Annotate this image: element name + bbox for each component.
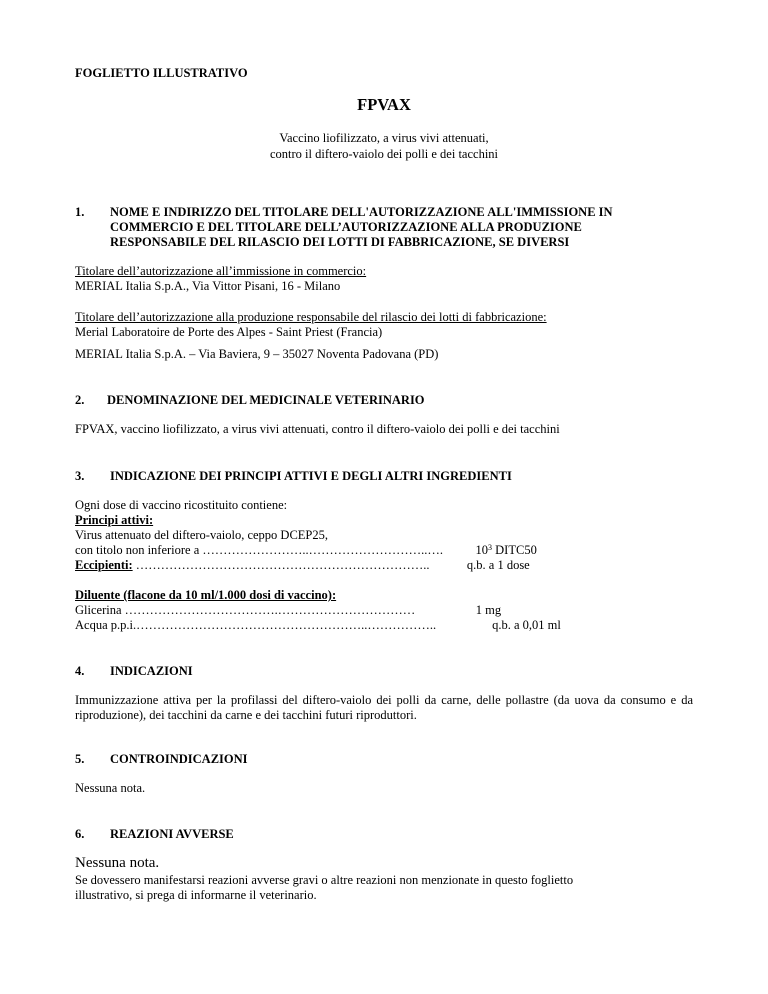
active-ingredient-line-1: Virus attenuato del diftero-vaiolo, ceppo DCEP25, [75, 528, 329, 542]
section-1-number: 1. [75, 205, 85, 219]
leader-dots: ……………………..………………………..…. [202, 543, 444, 557]
section-2-number: 2. [75, 393, 85, 407]
active-ingredient-line-2 [75, 543, 537, 558]
water-line [75, 618, 561, 633]
section-6-text-large: Nessuna nota. [75, 855, 160, 871]
section-6-text-line-1: Se dovessero manifestarsi reazioni avverse gravi o altre reazioni non menzionate in questo foglietto [75, 873, 574, 887]
section-3-title: INDICAZIONE DEI PRINCIPI ATTIVI E DEGLI ALTRI INGREDIENTI [110, 469, 512, 483]
section-1-title-line-2: COMMERCIO E DEL TITOLARE DELL’AUTORIZZAZIONE ALLA PRODUZIONE [110, 220, 582, 234]
document-label: FOGLIETTO ILLUSTRATIVO [75, 66, 248, 80]
excipients-label: Eccipienti: [75, 558, 133, 572]
section-1-title-line-3: RESPONSABILE DEL RILASCIO DEI LOTTI DI FABBRICAZIONE, SE DIVERSI [110, 235, 570, 249]
dose-intro: Ogni dose di vaccino ricostituito contiene: [75, 498, 288, 512]
subtitle-line-2: contro il diftero-vaiolo dei polli e dei tacchini [269, 147, 499, 161]
section-6-text-line-2: illustrativo, si prega di informarne il veterinario. [75, 888, 317, 902]
section-6-number: 6. [75, 827, 85, 841]
active-ingredients-label: Principi attivi: [75, 513, 154, 527]
manufacturer-value-2: MERIAL Italia S.p.A. – Via Baviera, 9 – 35027 Noventa Padovana (PD) [75, 347, 439, 361]
glycerin-label: Glicerina [75, 603, 122, 617]
glycerin-value: 1 mg [475, 603, 502, 617]
water-value: q.b. a 0,01 ml [492, 618, 561, 632]
glycerin-line [75, 603, 501, 618]
manufacturer-value: Merial Laboratoire de Porte des Alpes - Saint Priest (Francia) [75, 325, 383, 339]
leader-dots: ………………………………………………..…………….. [136, 618, 437, 632]
active-ingredient-text: con titolo non inferiore a [75, 543, 200, 557]
section-4-text: Immunizzazione attiva per la profilassi del diftero-vaiolo dei polli da carne, delle pollastre (da uova da consumo e da riproduzione), dei tacchini da carne e dei tacchini futuri riproduttori. [75, 693, 693, 722]
leader-dots: …………………………………………………………….. [135, 558, 430, 572]
holder-label: Titolare dell’autorizzazione all’immissione in commercio: [75, 264, 367, 278]
section-6-title: REAZIONI AVVERSE [110, 827, 234, 841]
section-1-title-line-1: NOME E INDIRIZZO DEL TITOLARE DELL'AUTORIZZAZIONE ALL'IMMISSIONE IN [110, 205, 613, 219]
manufacturer-label: Titolare dell’autorizzazione alla produzione responsabile del rilascio dei lotti di fabbricazione: [75, 310, 547, 324]
section-2-title: DENOMINAZIONE DEL MEDICINALE VETERINARIO [107, 393, 425, 407]
leader-dots: ……………………………….…………………………… [124, 603, 416, 617]
section-5-text: Nessuna nota. [75, 781, 146, 795]
excipients-value: q.b. a 1 dose [466, 558, 530, 572]
subtitle-line-1: Vaccino liofilizzato, a virus vivi attenuati, [279, 131, 489, 145]
excipients-line [75, 558, 530, 573]
section-5-number: 5. [75, 752, 85, 766]
section-5-title: CONTROINDICAZIONI [110, 752, 248, 766]
water-label: Acqua p.p.i. [75, 618, 137, 632]
section-4-title: INDICAZIONI [110, 664, 193, 678]
product-name: FPVAX [357, 95, 411, 114]
diluent-label: Diluente (flacone da 10 ml/1.000 dosi di vaccino): [75, 588, 337, 602]
holder-value: MERIAL Italia S.p.A., Via Vittor Pisani, 16 - Milano [75, 279, 341, 293]
section-2-text: FPVAX, vaccino liofilizzato, a virus vivi attenuati, contro il diftero-vaiolo dei polli e dei tacchini [75, 422, 560, 436]
section-3-number: 3. [75, 469, 85, 483]
active-ingredient-value: $10^3$ DITC50 [475, 543, 537, 557]
section-4-number: 4. [75, 664, 85, 678]
